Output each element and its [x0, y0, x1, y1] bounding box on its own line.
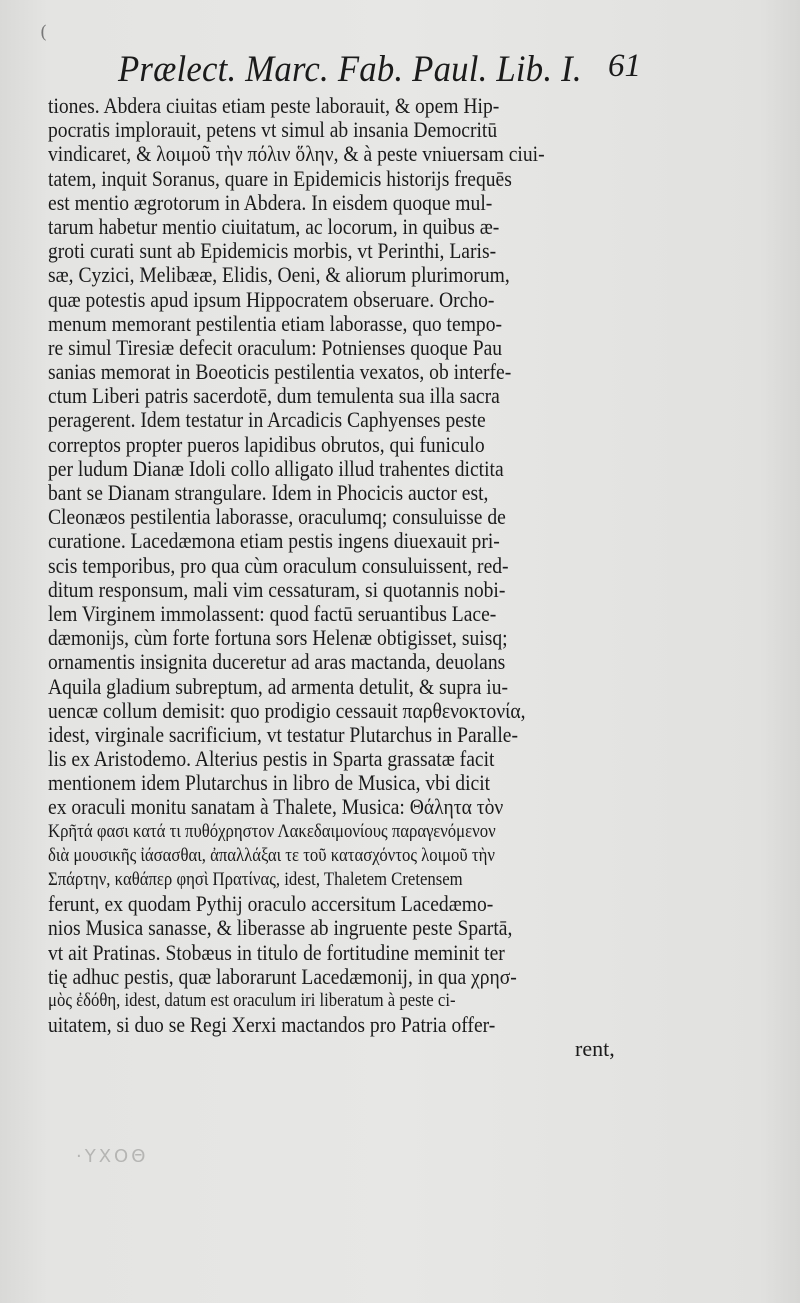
- text-line: vt ait Pratinas. Stobæus in titulo de fortitudine meminit ter: [48, 939, 505, 965]
- text-line: ex oraculi monitu sanatam à Thalete, Musica: Θάλητα τὸν: [48, 794, 504, 820]
- text-line: lem Virginem immolassent: quod factū seruantibus Lace-: [48, 600, 497, 626]
- text-line: uitatem, si duo se Regi Xerxi mactandos pro Patria offer-: [48, 1012, 496, 1038]
- text-line: vindicaret, & λοιμοῦ τὴν πόλιν ὅλην, & à peste vniuersam ciui-: [48, 141, 545, 167]
- text-line: re simul Tiresiæ defecit oraculum: Potnienses quoque Pau: [48, 334, 503, 360]
- text-line: mentionem idem Plutarchus in libro de Musica, vbi dicit: [48, 770, 491, 796]
- text-line: bant se Dianam strangulare. Idem in Phocicis auctor est,: [48, 480, 489, 505]
- corner-mark: (: [40, 22, 48, 43]
- text-line: ditum responsum, mali vim cessaturam, si quotannis nobi-: [48, 576, 506, 602]
- body-text: [48, 94, 688, 1062]
- text-line: μὸς ἐδόθη, idest, datum est oraculum iri liberatum à peste ci-: [48, 989, 456, 1011]
- text-line: peragerent. Idem testatur in Arcadicis Caphyenses peste: [48, 407, 486, 433]
- text-line: nios Musica sanasse, & liberasse ab ingruente peste Spartā,: [48, 915, 513, 941]
- text-line: correptos propter pueros lapidibus obrutos, qui funiculo: [48, 431, 485, 457]
- text-line: pocratis implorauit, petens vt simul ab insania Democritū: [48, 117, 498, 143]
- text-line: lis ex Aristodemo. Alterius pestis in Sparta grassatæ facit: [48, 746, 495, 772]
- text-line: Aquila gladium subreptum, ad armenta detulit, & supra iu-: [48, 673, 509, 699]
- text-line: dæmonijs, cùm forte fortuna sors Helenæ obtigisset, suisq;: [48, 625, 508, 651]
- text-line: idest, virginale sacrificium, vt testatur Plutarchus in Paralle-: [48, 721, 518, 747]
- text-line: est mentio ægrotorum in Abdera. In eisdem quoque mul-: [48, 189, 493, 215]
- text-line: scis temporibus, pro qua cùm oraculum consuluissent, red-: [48, 552, 509, 578]
- text-line: tię adhuc pestis, quæ laborarunt Lacedæmonij, in qua χρησ-: [48, 963, 517, 989]
- text-line: per ludum Dianæ Idoli collo alligato illud trahentes dictita: [48, 455, 504, 481]
- text-line: ornamentis insignita duceretur ad aras mactanda, deuolans: [48, 649, 506, 675]
- text-line: tiones. Abdera ciuitas etiam peste laborauit, & opem Hip-: [48, 93, 500, 118]
- running-head: [0, 42, 800, 92]
- text-line: uencæ collum demisit: quo prodigio cessauit παρθενοκτονία,: [48, 697, 526, 723]
- text-line: tarum habetur mentio ciuitatum, ac locorum, in quibus æ-: [48, 213, 500, 239]
- running-title: Prælect. Marc. Fab. Paul. Lib. I.: [118, 49, 582, 90]
- text-line: ctum Liberi patris sacerdotē, dum temulenta sua illa sacra: [48, 383, 500, 409]
- text-line: curatione. Lacedæmona etiam pestis ingens diuexauit pri-: [48, 528, 500, 554]
- text-line: Κρῆτά φασι κατά τι πυθόχρηστον Λακεδαιμονίους παραγενόμενον: [48, 820, 496, 842]
- library-stamp: ·ΥΧΟΘ: [76, 1146, 149, 1167]
- catchword: rent,: [575, 1036, 615, 1062]
- page-number: 61: [608, 48, 641, 84]
- text-line: Σπάρτην, καθάπερ φησὶ Πρατίνας, idest, Thaletem Cretensem: [48, 869, 463, 890]
- text-line: tatem, inquit Soranus, quare in Epidemicis historijs frequēs: [48, 165, 512, 191]
- text-line: menum memorant pestilentia etiam laborasse, quo tempo-: [48, 310, 503, 336]
- text-line: quæ potestis apud ipsum Hippocratem obseruare. Orcho-: [48, 286, 495, 312]
- text-line: ferunt, ex quodam Pythij oraculo accersitum Lacedæmo-: [48, 891, 494, 917]
- text-line: Cleonæos pestilentia laborasse, oraculumq; consuluisse de: [48, 504, 506, 530]
- text-line: sanias memorat in Boeoticis pestilentia vexatos, ob interfe-: [48, 359, 512, 385]
- text-line: groti curati sunt ab Epidemicis morbis, vt Perinthi, Laris-: [48, 238, 497, 264]
- text-line: sæ, Cyzici, Melibææ, Elidis, Oeni, & aliorum plurimorum,: [48, 262, 510, 288]
- text-line: διὰ μουσικῆς ἰάσασθαι, ἀπαλλάξαι τε τοῦ κατασχόντος λοιμοῦ τὴν: [48, 844, 495, 866]
